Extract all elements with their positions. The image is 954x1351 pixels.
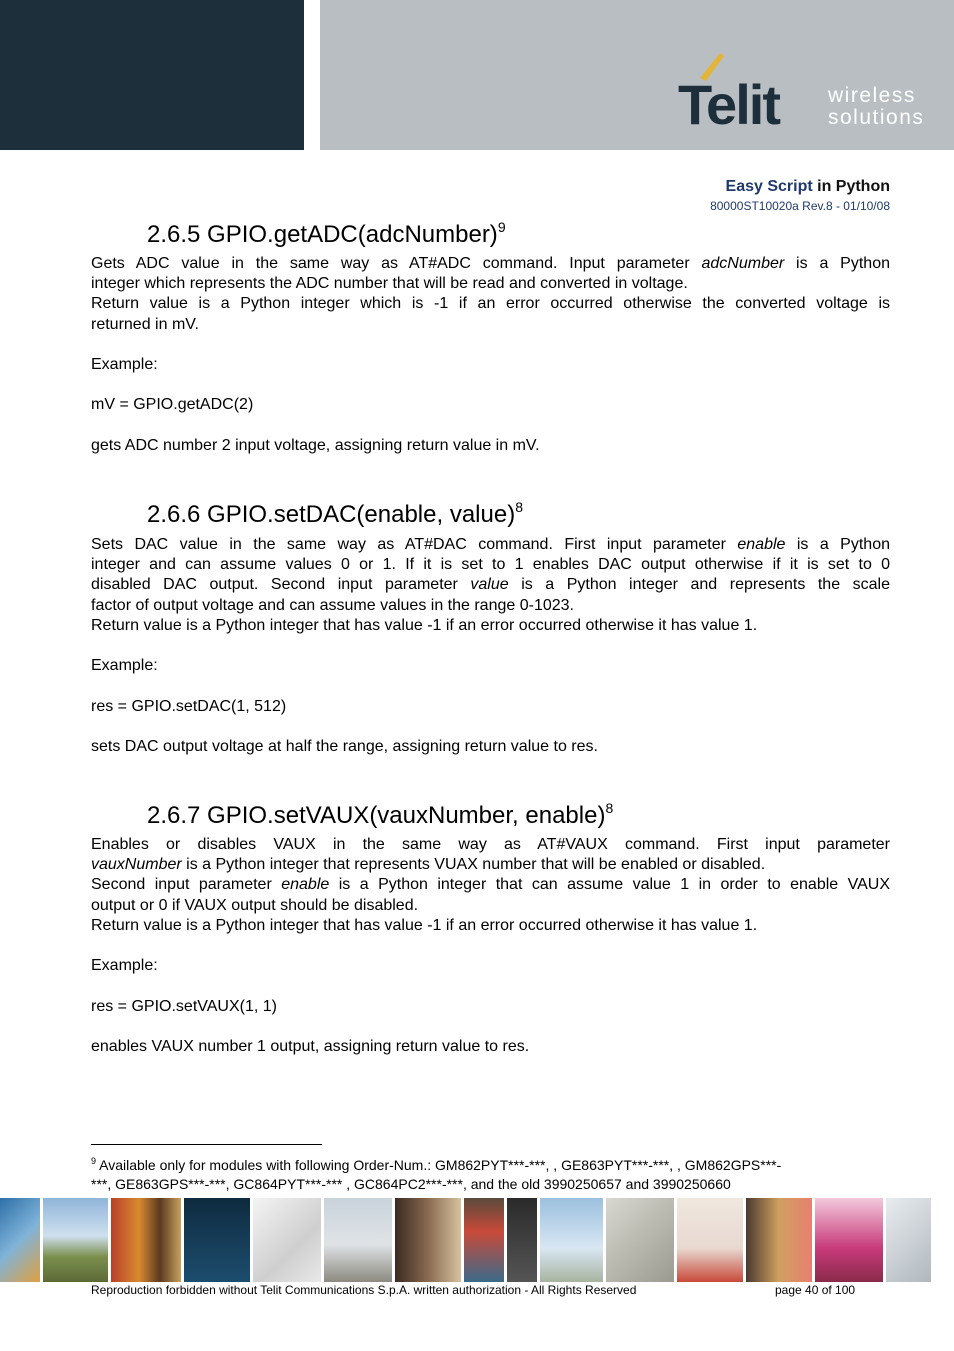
example-explanation: enables VAUX number 1 output, assigning return value to res. <box>91 1037 530 1055</box>
paragraph-line: factor of output voltage and can assume values in the range 0-1023. <box>91 596 574 614</box>
paragraph-line: integer and can assume values 0 or 1. If it is set to 1 enables DAC output otherwise if it is set to 0 <box>91 556 890 574</box>
photo-highway <box>0 1198 40 1282</box>
header-banner-dark <box>0 0 304 150</box>
svg-text:wireless: wireless <box>828 84 916 107</box>
document-title: Easy Script in Python <box>725 178 890 195</box>
section-body-setdac <box>91 535 890 757</box>
paragraph-line: Sets DAC value in the same way as AT#DAC command. First input parameter enable is a Python <box>91 536 890 553</box>
telit-logo <box>676 50 936 140</box>
footnote-ref: 8 <box>605 800 614 816</box>
photo-timetable-display <box>184 1198 250 1282</box>
photo-wind-turbines <box>540 1198 603 1282</box>
example-explanation: sets DAC output voltage at half the range, assigning return value to res. <box>91 737 598 755</box>
section-heading-setvaux: 2.6.7 GPIO.setVAUX(vauxNumber, enable)$^8$ <box>147 800 614 829</box>
example-label: Example: <box>91 356 158 373</box>
paragraph-line: disabled DAC output. Second input parameter value is a Python integer and represents the scale <box>91 576 890 594</box>
footnote-number: 9 <box>91 1156 97 1166</box>
section-heading-setdac: 2.6.6 GPIO.setDAC(enable, value)$^8$ <box>147 499 523 528</box>
paragraph-line: Gets ADC value in the same way as AT#ADC command. Input parameter adcNumber is a Python <box>91 255 890 272</box>
photo-security-camera <box>886 1198 931 1282</box>
example-explanation: gets ADC number 2 input voltage, assigning return value in mV. <box>91 436 540 454</box>
paragraph-line: vauxNumber is a Python integer that represents VUAX number that will be enabled or disabled. <box>91 856 766 874</box>
photo-laser-lines <box>677 1198 743 1282</box>
photo-keyboard <box>253 1198 321 1282</box>
document-reference: 80000ST10020a Rev.8 - 01/10/08 <box>710 199 890 213</box>
paragraph-line: integer which represents the ADC number that will be read and converted in voltage. <box>91 275 688 293</box>
footer-copyright: Reproduction forbidden without Telit Communications S.p.A. written authorization - All Rights Reserved <box>91 1283 637 1297</box>
example-label: Example: <box>91 657 158 675</box>
section-body-getadc <box>91 254 890 456</box>
footnote-ref: 9 <box>497 219 506 235</box>
paragraph-line: Return value is a Python integer that has value -1 if an error occurred otherwise it has value 1. <box>91 616 758 634</box>
photo-vending <box>464 1198 504 1282</box>
photo-cyclist <box>324 1198 392 1282</box>
svg-text:Telit: Telit <box>678 73 779 136</box>
page-number: page 40 of 100 <box>775 1283 856 1297</box>
photo-terminal <box>507 1198 537 1282</box>
code-example: res = GPIO.setDAC(1, 512) <box>91 697 287 715</box>
code-example: res = GPIO.setVAUX(1, 1) <box>91 997 277 1015</box>
paragraph-line: Return value is a Python integer which is -1 if an error occurred otherwise the converted voltage is <box>91 295 890 313</box>
svg-text:solutions: solutions <box>828 106 925 129</box>
footnote-separator <box>91 1144 322 1145</box>
code-example: mV = GPIO.getADC(2) <box>91 396 254 414</box>
paragraph-line: output or 0 if VAUX output should be disabled. <box>91 896 419 914</box>
paragraph-line: returned in mV. <box>91 315 199 333</box>
footer-photo-strip <box>0 1198 954 1282</box>
photo-pink-vehicles <box>815 1198 883 1282</box>
section-body-setvaux <box>91 835 890 1057</box>
footnote-ref: 8 <box>515 499 523 515</box>
photo-containers <box>111 1198 181 1282</box>
photo-field-sign <box>43 1198 108 1282</box>
photo-meter <box>606 1198 674 1282</box>
photo-hallway <box>746 1198 812 1282</box>
section-heading-getadc: 2.6.5 GPIO.getADC(adcNumber)$^9$ <box>147 219 506 248</box>
paragraph-line: Return value is a Python integer that has value -1 if an error occurred otherwise it has value 1. <box>91 916 758 934</box>
paragraph-line: Second input parameter enable is a Python integer that can assume value 1 in order to enable VAUX <box>91 876 891 894</box>
example-label: Example: <box>91 957 158 975</box>
footnote: $^9$ Available only for modules with following Order-Num.: GM862PYT***-***, , GE863PYT***-***, , GM862GPS***- ***, GE863GPS***-***, GC864PYT***-*** , GC864PC2***-***, and the old 3990250657 and 3990250660 <box>91 1156 782 1192</box>
photo-hands-device <box>395 1198 461 1282</box>
paragraph-line: Enables or disables VAUX in the same way as AT#VAUX command. First input parameter <box>91 836 890 853</box>
